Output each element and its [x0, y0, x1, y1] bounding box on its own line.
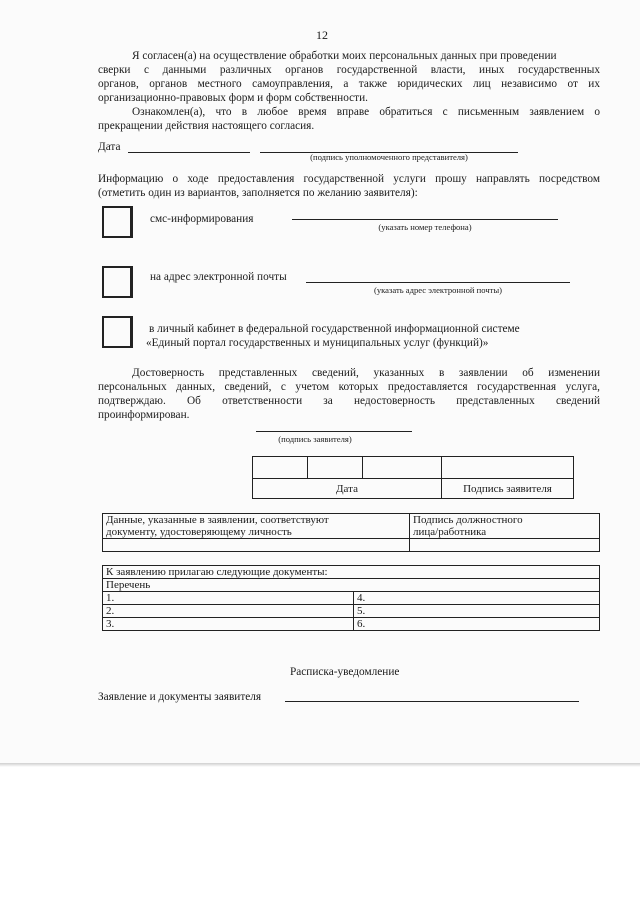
page-number: 12: [316, 28, 328, 42]
receipt-documents-label: Заявление и документы заявителя: [98, 691, 262, 703]
date-label: Дата: [98, 141, 121, 153]
date-cell-month[interactable]: [308, 457, 363, 479]
reliability-text-line-1: Достоверность представленных сведений, указанных в заявлении об изменении: [132, 367, 600, 379]
attached-documents-table: [102, 565, 600, 631]
receipt-documents-line[interactable]: [285, 701, 579, 702]
consent-text-line-1: Я согласен(а) на осуществление обработки моих персональных данных при проведении: [132, 50, 557, 62]
email-address-caption: (указать адрес электронной почты): [373, 285, 503, 295]
applicant-signature-caption: (подпись заявителя): [278, 434, 352, 444]
page-edge-shadow: [0, 763, 640, 767]
consent-text-line-2: сверки с данными различных органов государственной власти, иных государственных: [98, 64, 600, 76]
document-item[interactable]: 6.: [354, 618, 600, 631]
sms-option-checkbox[interactable]: [102, 206, 133, 238]
notification-text-line-2: (отметить один из вариантов, заполняется по желанию заявителя):: [98, 187, 418, 199]
date-field-line[interactable]: [128, 152, 250, 153]
documents-list-label: Перечень: [103, 579, 600, 592]
date-signature-table: [252, 456, 574, 499]
attached-documents-header: К заявлению прилагаю следующие документы:: [103, 566, 600, 579]
signature-cell[interactable]: [442, 457, 574, 479]
notification-text-line-1: Информацию о ходе предоставления государственной услуги прошу направлять посредством: [98, 173, 600, 185]
authorized-signature-caption: (подпись уполномоченного представителя): [310, 152, 468, 162]
phone-number-line[interactable]: [292, 219, 558, 220]
verification-table: [102, 513, 600, 552]
consent-text-line-3: органов, органов местного самоуправления, а также юридических лиц независимо от их: [98, 78, 600, 90]
document-item[interactable]: 3.: [103, 618, 354, 631]
date-cell-day[interactable]: [253, 457, 308, 479]
sms-option-label: смс-информирования: [150, 213, 254, 225]
date-cell-year[interactable]: [363, 457, 442, 479]
email-option-label: на адрес электронной почты: [150, 271, 287, 283]
official-signature-line-1: Подпись должностного: [413, 514, 523, 526]
official-signature-cell[interactable]: [410, 539, 600, 552]
phone-number-caption: (указать номер телефона): [378, 222, 472, 232]
applicant-signature-line[interactable]: [256, 431, 412, 432]
portal-option-label-line-1: в личный кабинет в федеральной государственной информационной системе: [149, 323, 520, 335]
document-item[interactable]: 5.: [354, 605, 600, 618]
consent-text-line-4: организационно-правовых форм и форм собственности.: [98, 92, 368, 104]
date-column-header: Дата: [253, 479, 442, 499]
portal-option-label-line-2: «Единый портал государственных и муниципальных услуг (функций)»: [146, 337, 489, 349]
reliability-text-line-2: персональных данных, сведений, с учетом которых предоставляется государственная услуга,: [98, 381, 600, 393]
portal-option-checkbox[interactable]: [102, 316, 133, 348]
signature-column-header: Подпись заявителя: [442, 479, 574, 499]
acknowledgement-line-1: Ознакомлен(а), что в любое время вправе обратиться с письменным заявлением о: [132, 106, 600, 118]
reliability-text-line-3: подтверждаю. Об ответственности за недостоверность представленных сведений: [98, 395, 600, 407]
email-option-checkbox[interactable]: [102, 266, 133, 298]
reliability-text-line-4: проинформирован.: [98, 409, 190, 421]
document-item[interactable]: 1.: [103, 592, 354, 605]
email-address-line[interactable]: [306, 282, 570, 283]
acknowledgement-line-2: прекращении действия настоящего согласия.: [98, 120, 315, 132]
official-signature-line-2: лица/работника: [413, 526, 487, 538]
document-item[interactable]: 4.: [354, 592, 600, 605]
receipt-title: Расписка-уведомление: [290, 666, 400, 678]
verification-text-line-2: документу, удостоверяющему личность: [106, 526, 292, 538]
verification-check-cell[interactable]: [103, 539, 410, 552]
verification-text-line-1: Данные, указанные в заявлении, соответствуют: [106, 514, 329, 526]
document-item[interactable]: 2.: [103, 605, 354, 618]
